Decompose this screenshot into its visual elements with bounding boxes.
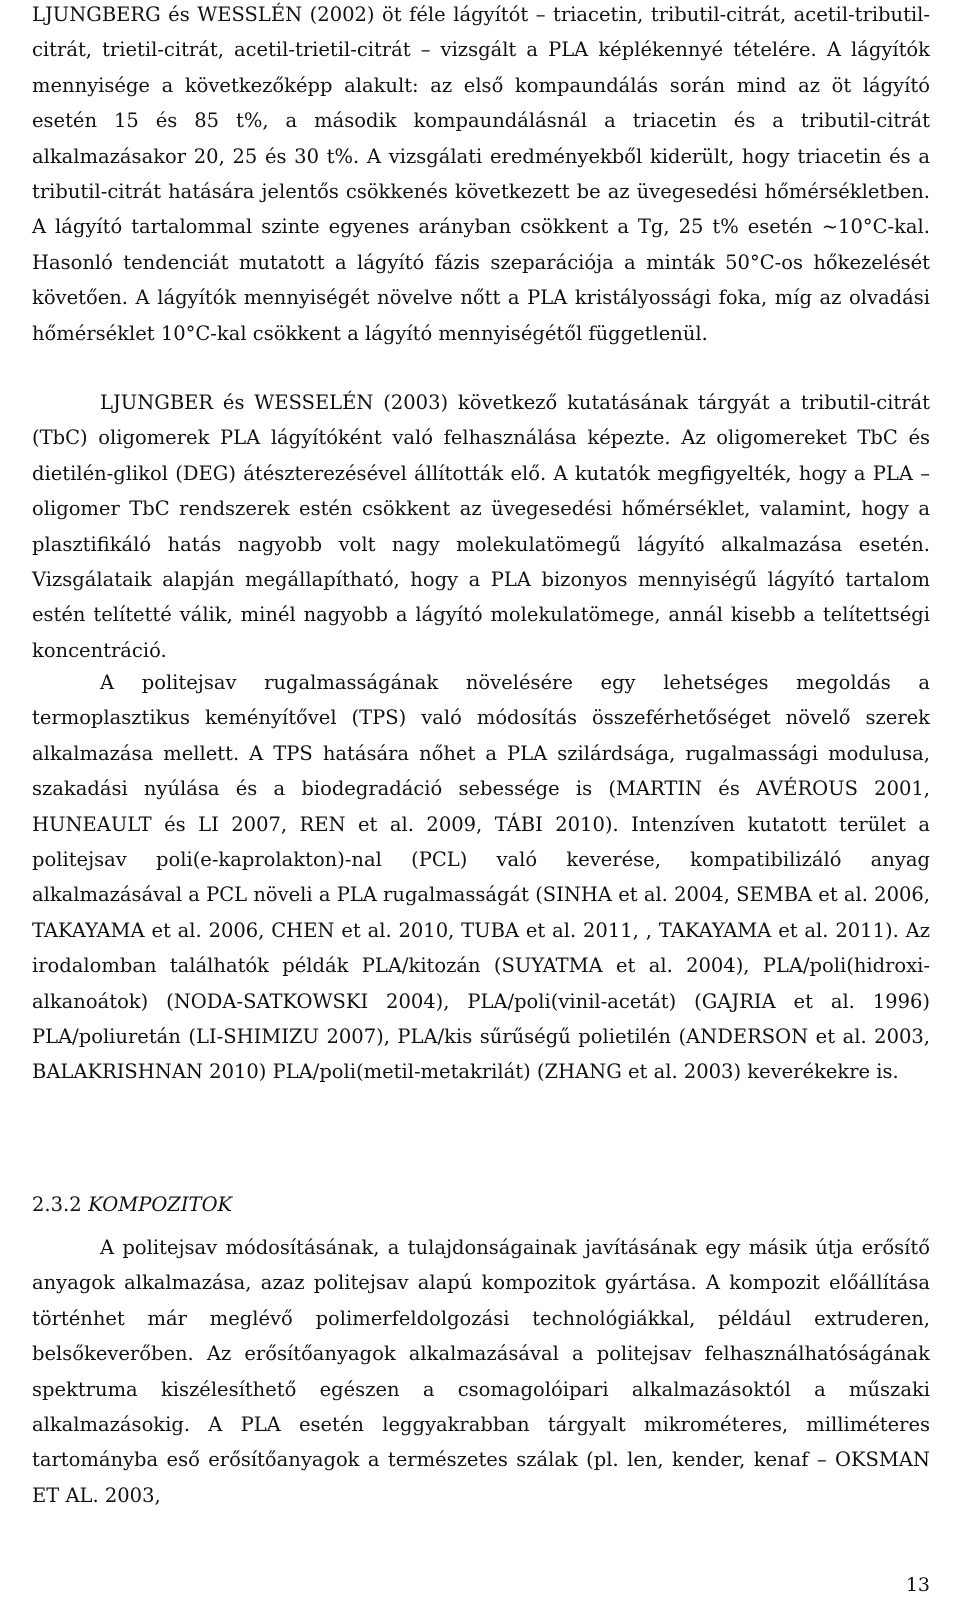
- paragraph-tbc-oligomer-study-2003: LJUNGBER és WESSELÉN (2003) következő kutatásának tárgyát a tributil-citrát (TbC) oligomerek PLA lágyítóként való felhasználása képezte. Az oligomereket TbC és dietilén-glikol (DEG) átészterezésével állították elő. A kutatók megfigyelték, hogy a PLA – oligomer TbC rendszerek estén csökkent az üvegesedési hőmérséklet, valamint, hogy a plasztifikáló hatás nagyobb volt nagy molekulatömegű lágyító alkalmazása esetén. Vizsgálataik alapján megállapítható, hogy a PLA bizonyos mennyiségű lágyító tartalom estén telítetté válik, minél nagyobb a lágyító molekulatömege, annál kisebb a telítettségi koncentráció.: [32, 391, 930, 662]
- paragraph-plasticizer-study-2002: LJUNGBERG és WESSLÉN (2002) öt féle lágyítót – triacetin, tributil-citrát, acetil-tributil-citrát, trietil-citrát, acetil-trietil-citrát – vizsgált a PLA képlékennyé tételére. A lágyítók mennyisége a következőképp alakult: az első kompaundálás során mind az öt lágyító esetén 15 és 85 t%, a második kompaundálásnál a triacetin és a tributil-citrát alkalmazásakor 20, 25 és 30 t%. A vizsgálati eredményekből kiderült, hogy triacetin és a tributil-citrát hatására jelentős csökkenés következett be az üvegesedési hőmérsékletben. A lágyító tartalommal szinte egyenes arányban csökkent a Tg, 25 t% esetén ~10°C-kal. Hasonló tendenciát mutatott a lágyító fázis szeparációja a minták 50°C-os hőkezelését követően. A lágyítók mennyiségét növelve nőtt a PLA kristályossági foka, míg az olvadási hőmérséklet 10°C-kal csökkent a lágyító mennyiségétől függetlenül.: [32, 3, 930, 345]
- paragraph-composites: A politejsav módosításának, a tulajdonságainak javításának egy másik útja erősítő anyagok alkalmazása, azaz politejsav alapú kompozitok gyártása. A kompozit előállítása történhet már meglévő polimerfeldolgozási technológiákkal, például extruderen, belsőkeverőben. Az erősítőanyagok alkalmazásával a politejsav felhasználhatóságának spektruma kiszélesíthető egészen a csomagolóipari alkalmazásoktól a műszaki alkalmazásokig. A PLA esetén leggyakrabban tárgyalt mikrométeres, milliméteres tartományba eső erősítőanyagok a természetes szálak (pl. len, kender, kenaf – OKSMAN ET AL. 2003,: [32, 1236, 930, 1507]
- page-number: 13: [905, 1574, 930, 1596]
- section-heading: [32, 1187, 232, 1222]
- paragraph-pla-blends: A politejsav rugalmasságának növelésére egy lehetséges megoldás a termoplasztikus keményítővel (TPS) való módosítás összeférhetőséget növelő szerek alkalmazása mellett. A TPS hatására nőhet a PLA szilárdsága, rugalmassági modulusa, szakadási nyúlása és a biodegradáció sebessége is (MARTIN és AVÉROUS 2001, HUNEAULT és LI 2007, REN et al. 2009, TÁBI 2010). Intenzíven kutatott terület a politejsav poli(e-kaprolakton)-nal (PCL) való keverése, kompatibilizáló anyag alkalmazásával a PCL növeli a PLA rugalmasságát (SINHA et al. 2004, SEMBA et al. 2006, TAKAYAMA et al. 2006, CHEN et al. 2010, TUBA et al. 2011, , TAKAYAMA et al. 2011). Az irodalomban találhatók példák PLA/kitozán (SUYATMA et al. 2004), PLA/poli(hidroxi-alkanoátok) (NODA-SATKOWSKI 2004), PLA/poli(vinil-acetát) (GAJRIA et al. 1996) PLA/poliuretán (LI-SHIMIZU 2007), PLA/kis sűrűségű polietilén (ANDERSON et al. 2003, BALAKRISHNAN 2010) PLA/poli(metil-metakrilát) (ZHANG et al. 2003) keverékekre is.: [32, 671, 930, 1084]
- section-number: 2.3.2: [32, 1193, 82, 1216]
- section-title: KOMPOZITOK: [88, 1193, 233, 1216]
